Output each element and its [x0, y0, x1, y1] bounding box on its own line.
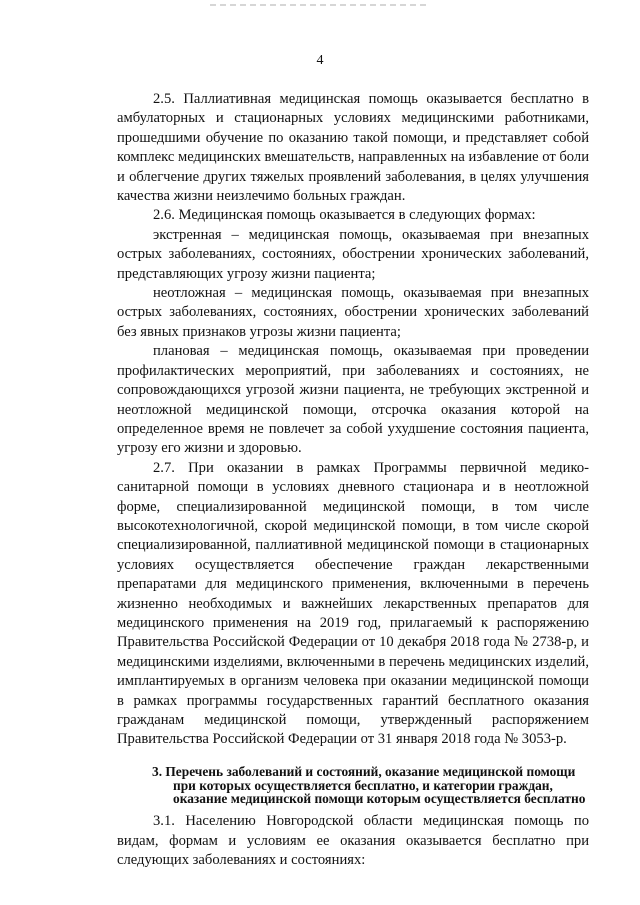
paragraph-urgent: неотложная – медицинская помощь, оказываемая при внезапных острых заболеваниях, состояниях, обострении хронических заболеваний без явных признаков угрозы жизни пациента; [117, 285, 589, 340]
document-body [117, 90, 589, 870]
page-number: 4 [316, 53, 324, 68]
scan-header-artifact [210, 4, 430, 6]
paragraph-planned: плановая – медицинская помощь, оказываемая при проведении профилактических мероприятий, при заболеваниях и состояниях, не сопровождающихся угрозой жизни пациента, не требующих экстренной и неотложной медицинской помощи, отсрочка оказания которой на определенное время не повлечет за собой ухудшение состояния пациента, угрозу его жизни и здоровью. [117, 343, 589, 457]
paragraph-emergency: экстренная – медицинская помощь, оказываемая при внезапных острых заболеваниях, состояниях, обострении хронических заболеваний, представляющих угрозу жизни пациента; [117, 226, 589, 282]
paragraph-3-1: 3.1. Населению Новгородской области медицинская помощь по видам, формам и условиям ее оказания оказывается бесплатно при следующих заболеваниях и состояниях: [117, 813, 589, 869]
section-heading: 3. Перечень заболеваний и состояний, оказание медицинской помощи при которых осуществляется бесплатно, и категории граждан, оказание медицинской помощи которым осуществляется бесплатно [152, 763, 586, 807]
paragraph-2-7: 2.7. При оказании в рамках Программы первичной медико-санитарной помощи в условиях дневного стационара и в неотложной форме, специализированной медицинской помощи, в том числе высокотехнологичной, скорой медицинской помощи, в том числе скорой специализированной, паллиативной медицинской помощи в стационарных условиях осуществляется обеспечение граждан лекарственными препаратами для медицинского применения, включенными в перечень жизненно необходимых и важнейших лекарственных препаратов для медицинского применения на 2019 год, прилагаемый к распоряжению Правительства Российской Федерации от 10 декабря 2018 года № 2738-р, и медицинскими изделиями, включенными в перечень медицинских изделий, имплантируемых в организм человека при оказании медицинской помощи в рамках программы государственных гарантий бесплатного оказания гражданам медицинской помощи, утвержденный распоряжением Правительства Российской Федерации от 31 января 2018 года № 3053-р. [117, 459, 589, 748]
paragraph-2-5: 2.5. Паллиативная медицинская помощь оказывается бесплатно в амбулаторных и стационарных условиях медицинскими работниками, прошедшими обучение по оказанию такой помощи, и представляет собой комплекс медицинских вмешательств, направленных на избавление от боли и облегчение других тяжелых проявлений заболевания, в целях улучшения качества жизни неизлечимо больных граждан. [117, 91, 589, 205]
paragraph-2-6: 2.6. Медицинская помощь оказывается в следующих формах: [153, 207, 536, 224]
